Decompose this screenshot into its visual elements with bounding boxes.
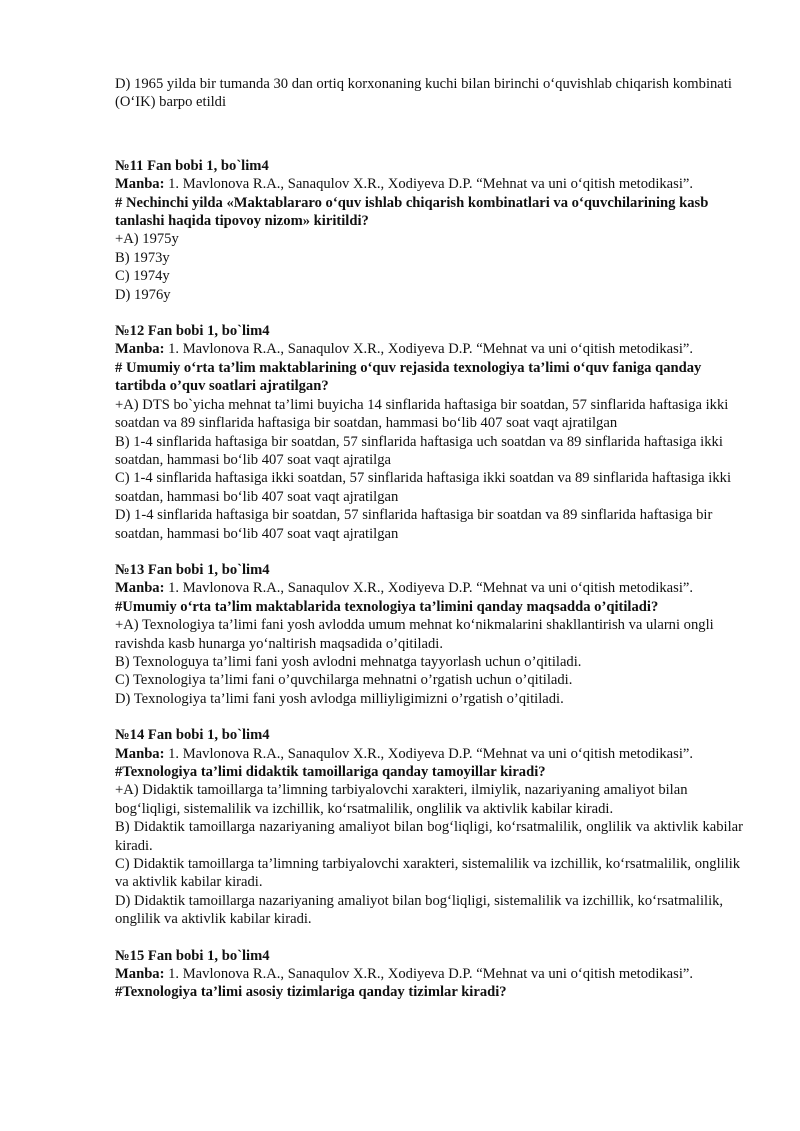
- answer-option: B) Texnologuya ta’limi fani yosh avlodni mehnatga tayyorlash uchun o’qitiladi.: [115, 653, 582, 670]
- question-header: №15 Fan bobi 1, bo`lim4: [115, 947, 270, 964]
- question-text: # Umumiy o‘rta ta’lim maktablarining o‘quv rejasida texnologiya ta’limi o‘quv faniga qanday tartibda o’quv soatlari ajratilgan?: [115, 359, 702, 395]
- source-line: [115, 579, 743, 597]
- source-text: 1. Mavlonova R.A., Sanaqulov X.R., Xodiyeva D.P. “Mehnat va uni o‘qitish metodikasi”.: [164, 966, 694, 983]
- answer-option: C) Texnologiya ta’limi fani o’quvchilarga mehnatni o’rgatish uchun o’qitiladi.: [115, 672, 573, 689]
- question-list: [115, 112, 743, 1002]
- question-header: №12 Fan bobi 1, bo`lim4: [115, 323, 270, 340]
- question-header: №11 Fan bobi 1, bo`lim4: [115, 157, 269, 174]
- source-line: [115, 965, 743, 983]
- answer-option: D) Texnologiya ta’limi fani yosh avlodga milliyligimizni o’rgatish o’qitiladi.: [115, 690, 564, 707]
- answer-option: +A) Texnologiya ta’limi fani yosh avlodda umum mehnat ko‘nikmalarini shakllantirish va ularni ongli ravishda kasb hunarga yo‘naltirish maqsadida o’qitiladi.: [115, 617, 714, 652]
- intro-option: D) 1965 yilda bir tumanda 30 dan ortiq korxonaning kuchi bilan birinchi o‘quvishlab chiqarish kombinati (O‘IK) barpo etildi: [115, 76, 732, 111]
- answer-option: +A) DTS bo`yicha mehnat ta’limi buyicha 14 sinflarida haftasiga bir soatdan, 57 sinflarida haftasiga ikki soatdan va 89 sinflarida haftasiga bir soatdan, hammasi bo‘lib 407 soat vaqt ajratilgan: [115, 396, 729, 432]
- question-text: #Texnologiya ta’limi asosiy tizimlariga qanday tizimlar kiradi?: [115, 984, 507, 1001]
- answer-option: D) Didaktik tamoillarga nazariyaning amaliyot bilan bog‘liqligi, sistemalilik va izchillik, ko‘rsatmalilik, onglilik va aktivlik kabilar kiradi.: [115, 892, 724, 928]
- source-label: Manba:: [115, 966, 165, 983]
- question-text: # Nechinchi yilda «Maktablararo o‘quv ishlab chiqarish kombinatlari va o‘quvchilarining kasb tanlashi haqida tipovoy nizom» kiritildi?: [115, 194, 709, 230]
- source-line: [115, 745, 743, 763]
- answer-option: C) Didaktik tamoillarga ta’limning tarbiyalovchi xarakteri, sistemalilik va izchillik, ko‘rsatmalilik, onglilik va aktivlik kabilar kiradi.: [115, 856, 741, 891]
- question-block: [115, 304, 743, 543]
- source-label: Manba:: [115, 176, 165, 193]
- answer-option: D) 1-4 sinflarida haftasiga bir soatdan, 57 sinflarida haftasiga bir soatdan va 89 sinflarida haftasiga bir soatdan, hammasi bo‘lib 407 soat vaqt ajratilgan: [115, 507, 713, 542]
- document-page: [115, 75, 743, 1002]
- question-block: [115, 929, 743, 1002]
- question-block: [115, 543, 743, 708]
- answer-option: C) 1974y: [115, 268, 170, 285]
- question-header: №13 Fan bobi 1, bo`lim4: [115, 561, 270, 578]
- question-text: #Texnologiya ta’limi didaktik tamoillariga qanday tamoyillar kiradi?: [115, 764, 546, 780]
- source-label: Manba:: [115, 745, 165, 762]
- source-text: 1. Mavlonova R.A., Sanaqulov X.R., Xodiyeva D.P. “Mehnat va uni o‘qitish metodikasi”.: [164, 176, 694, 193]
- answer-option: +A) Didaktik tamoillarga ta’limning tarbiyalovchi xarakteri, ilmiylik, nazariyaning amaliyot bilan bog‘liqligi, sistemalilik va izchillik, ko‘rsatmalilik, onglilik va aktivlik kabilar kiradi.: [115, 782, 688, 817]
- answer-option: B) Didaktik tamoillarga nazariyaning amaliyot bilan bog‘liqligi, ko‘rsatmalilik, onglilik va aktivlik kabilar kiradi.: [115, 819, 743, 854]
- source-text: 1. Mavlonova R.A., Sanaqulov X.R., Xodiyeva D.P. “Mehnat va uni o‘qitish metodikasi”.: [164, 341, 694, 358]
- answer-option: +A) 1975y: [115, 231, 179, 248]
- source-label: Manba:: [115, 580, 165, 597]
- question-header: №14 Fan bobi 1, bo`lim4: [115, 727, 270, 744]
- answer-option: C) 1-4 sinflarida haftasiga ikki soatdan, 57 sinflarida haftasiga ikki soatdan va 89 sinflarida haftasiga ikki soatdan, hammasi bo‘lib 407 soat vaqt ajratilgan: [115, 470, 732, 505]
- source-line: [115, 175, 743, 193]
- question-text: #Umumiy o‘rta ta’lim maktablarida texnologiya ta’limini qanday maqsadda o’qitiladi?: [115, 598, 659, 615]
- source-text: 1. Mavlonova R.A., Sanaqulov X.R., Xodiyeva D.P. “Mehnat va uni o‘qitish metodikasi”.: [164, 580, 694, 597]
- source-label: Manba:: [115, 341, 165, 358]
- source-line: [115, 340, 743, 358]
- answer-option: B) 1973y: [115, 249, 170, 266]
- source-text: 1. Mavlonova R.A., Sanaqulov X.R., Xodiyeva D.P. “Mehnat va uni o‘qitish metodikasi”.: [164, 745, 694, 762]
- answer-option: D) 1976y: [115, 286, 171, 303]
- answer-option: B) 1-4 sinflarida haftasiga bir soatdan, 57 sinflarida haftasiga uch soatdan va 89 sinflarida haftasiga ikki soatdan, hammasi bo‘lib 407 soat vaqt ajratilga: [115, 433, 723, 468]
- question-block: [115, 112, 743, 304]
- question-block: [115, 708, 743, 928]
